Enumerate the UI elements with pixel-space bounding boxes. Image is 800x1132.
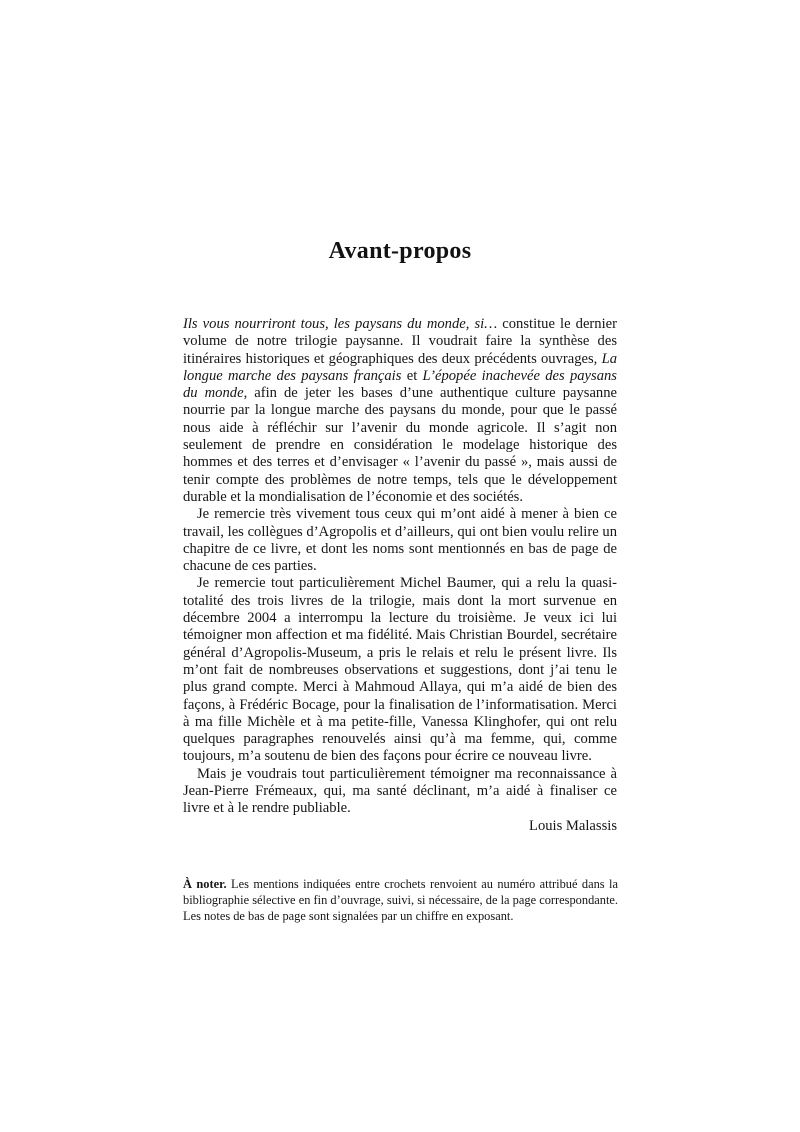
note-label: À noter. bbox=[183, 877, 227, 891]
paragraph-2: Je remercie très vivement tous ceux qui m’ont aidé à mener à bien ce travail, les collègues d’Agropolis et d’ailleurs, qui ont bien voulu relire un chapitre de ce livre, et dont les noms sont mentionnés en bas de page de chacune de ces parties. bbox=[183, 506, 617, 575]
book-title-1: La longue marche des paysans français bbox=[183, 350, 617, 384]
paragraph-4: Mais je voudrais tout particulièrement témoigner ma reconnaissance à Jean-Pierre Frémeaux, qui, ma santé déclinant, m’a aidé à finaliser ce livre et à le rendre publiable. bbox=[183, 765, 617, 817]
text-run-3: , afin de jeter les bases d’une authentique culture paysanne nourrie par la longue marche des paysans du monde, pour que le passé nous aide à réfléchir sur l’avenir du monde agricole. Il s’agit non seulement de prendre en considération le modelage historique des hommes et des terres et d’envisager « l’avenir du passé », mais aussi de tenir compte des problèmes de notre temps, tels que le développement durable et la mondialisation de l’économie et des sociétés. bbox=[183, 385, 617, 505]
author-signature: Louis Malassis bbox=[529, 817, 617, 834]
paragraph-3: Je remercie tout particulièrement Michel Baumer, qui a relu la quasi-totalité des trois livres de la trilogie, mais dont la mort survenue en décembre 2004 a interrompu la lecture du troisième. Je veux ici lui témoigner mon affection et ma fidélité. Mais Christian Bourdel, secrétaire général d’Agropolis-Museum, a pris le relais et relu le présent livre. Ils m’ont fait de nombreuses observations et suggestions, dont j’ai tenu le plus grand compte. Merci à Mahmoud Allaya, qui m’a aidé de bien des façons, à Frédéric Bocage, pour la finalisation de l’informatisation. Merci à ma fille Michèle et à ma petite-fille, Vanessa Klinghofer, qui ont relu quelques paragraphes renouvelés ainsi qu’à ma femme, qui, comme toujours, m’a soutenu de bien des façons pour écrire ce nouveau livre. bbox=[183, 575, 617, 765]
page-title: Avant-propos bbox=[328, 238, 472, 264]
note-block bbox=[183, 877, 618, 924]
note-text: Les mentions indiquées entre crochets renvoient au numéro attribué dans la bibliographie sélective en fin d’ouvrage, suivi, si nécessaire, de la page correspondante. Les notes de bas de page sont signalées par un chiffre en exposant. bbox=[183, 877, 619, 923]
text-run-2: et bbox=[401, 367, 423, 384]
italic-opening-phrase: Ils vous nourriront tous, les paysans du monde, si… bbox=[183, 316, 498, 332]
text-run-1: constitue le dernier volume de notre trilogie paysanne. Il voudrait faire la synthèse des itinéraires historiques et géographiques des deux précédents ouvrages, bbox=[183, 316, 617, 367]
body-text bbox=[183, 316, 617, 835]
book-title-2: L’épopée inachevée des paysans du monde bbox=[183, 367, 617, 402]
paragraph-1 bbox=[183, 316, 617, 506]
